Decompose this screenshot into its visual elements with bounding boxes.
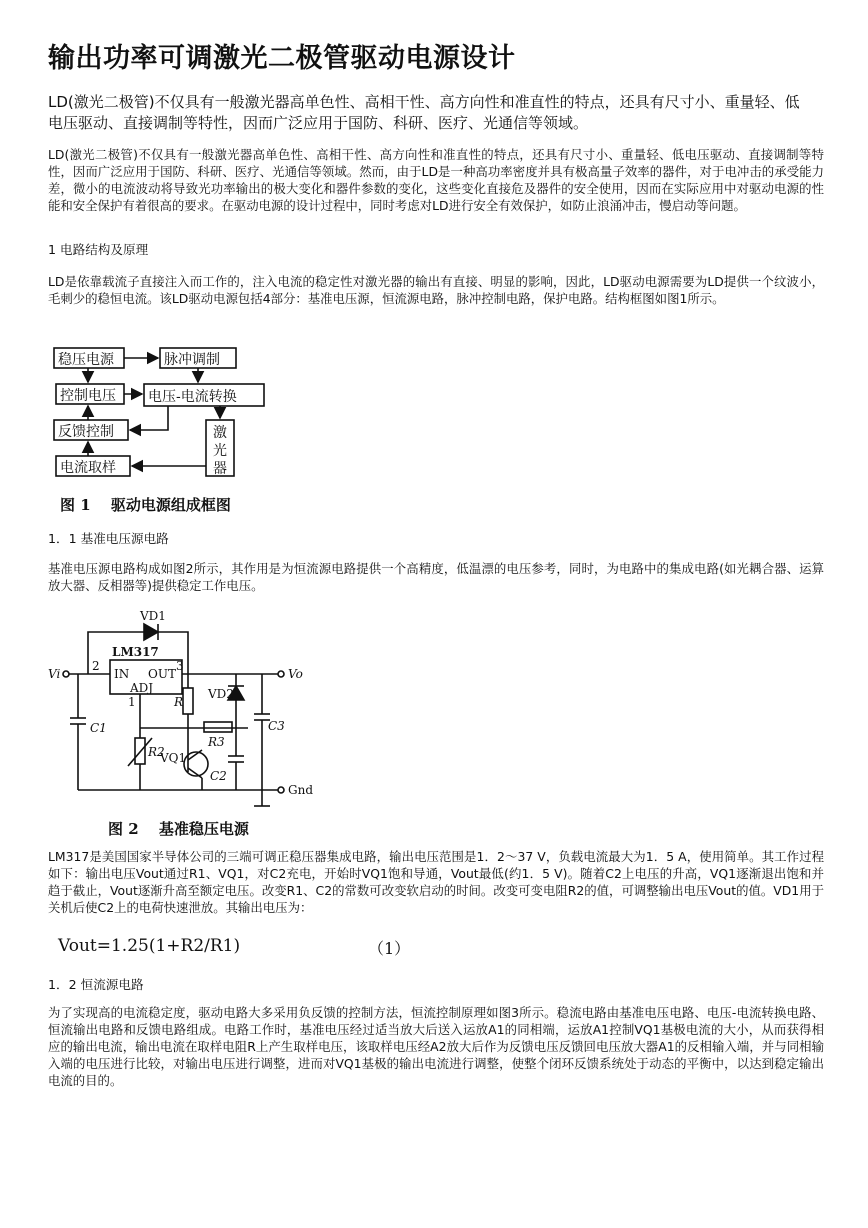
label-vo: Vo (288, 667, 303, 681)
block-current-sampling-label: 电流取样 (60, 460, 116, 476)
label-r3: R3 (208, 735, 225, 749)
figure-1-caption: 图 1 驱动电源组成框图 (60, 496, 231, 514)
label-pin3: 3 (176, 659, 184, 673)
label-c1: C1 (90, 721, 107, 735)
gnd-terminal (278, 787, 284, 793)
block-pulse-modulation-label: 脉冲调制 (164, 352, 220, 368)
resistor-r3 (204, 722, 232, 732)
label-in: IN (114, 667, 130, 681)
block-laser-label-2: 光 (213, 443, 227, 459)
label-r2: R2 (148, 745, 165, 759)
vi-terminal (63, 671, 69, 677)
block-laser-label-1: 激 (213, 425, 227, 441)
block-v-i-converter-label: 电压-电流转换 (148, 389, 237, 405)
resistor-r (183, 688, 193, 714)
block-control-voltage-label: 控制电压 (60, 388, 116, 404)
body-paragraph-1: LD(激光二极管)不仅具有一般激光器高单色性、高相干性、高方向性和准直性的特点，还具有尺寸小、重量轻、低电压驱动、直接调制等特性，因而广泛应用于国防、科研、医疗、光通信等领域。然而，由于LD是一种高功率密度并具有极高量子效率的器件，对于电冲击的承受能力差，微小的电流波动将导致光功率输出的极大变化和器件参数的变化，这些变化直接危及器件的安全使用，因而在实际应用中对驱动电源的性能和安全保护有着很高的要求。在驱动电源的设计过程中，同时考虑对LD进行安全有效保护，如防止浪涌冲击，慢启动等问题。 (48, 147, 824, 213)
label-out: OUT (148, 667, 176, 681)
section-heading-1: 1 电路结构及原理 (48, 242, 149, 257)
label-gnd: Gnd (288, 783, 313, 797)
label-pin2: 2 (92, 659, 100, 673)
block-laser-label-3: 器 (213, 461, 227, 477)
figure-1-block-diagram (48, 336, 278, 484)
block-ref-voltage-label: 稳压电源 (58, 352, 114, 368)
vo-terminal (278, 671, 284, 677)
article-title: 输出功率可调激光二极管驱动电源设计 (48, 43, 516, 74)
label-lm317: LM317 (112, 645, 159, 659)
label-vi: Vi (48, 667, 61, 681)
section-heading-1-2: 1．2 恒流源电路 (48, 977, 144, 992)
equation-1-number: （1） (368, 939, 411, 958)
figure-2-schematic (48, 606, 328, 816)
equation-1: Vout=1.25(1+R2/R1) (58, 936, 241, 956)
body-paragraph-2: LD是依靠载流子直接注入而工作的，注入电流的稳定性对激光器的输出有直接、明显的影响，因此，LD驱动电源需要为LD提供一个纹波小，毛刺少的稳恒电流。该LD驱动电源包括4部分：基准电压源，恒流源电路，脉冲控制电路，保护电路。结构框图如图1所示。 (48, 274, 824, 306)
body-paragraph-5: 为了实现高的电流稳定度，驱动电路大多采用负反馈的控制方法，恒流控制原理如图3所示。稳流电路由基准电压电路、电压-电流转换电路、恒流输出电路和反馈电路组成。电路工作时，基准电压经过适当放大后送入运放A1的同相端，运放A1控制VQ1基极电流的大小，从而获得相应的输出电流，输出电流在取样电阻R上产生取样电压，该取样电压经A2放大后作为反馈电压反馈回电压放大器A1的反相输入端，并与同相输入端的电压进行比较，对输出电压进行调整，进而对VQ1基极的输出电流进行调整，使整个闭环反馈系统处于动态的平衡中，以达到稳定输出电流的目的。 (48, 1005, 824, 1088)
lead-paragraph: LD(激光二极管)不仅具有一般激光器高单色性、高相干性、高方向性和准直性的特点，还具有尺寸小、重量轻、低电压驱动、直接调制等特性，因而广泛应用于国防、科研、医疗、光通信等领域。 (48, 93, 800, 132)
label-pin1: 1 (128, 695, 136, 709)
label-c2: C2 (210, 769, 227, 783)
body-paragraph-3: 基准电压源电路构成如图2所示，其作用是为恒流源电路提供一个高精度，低温漂的电压参考，同时，为电路中的集成电路(如光耦合器、运算放大器、反相器等)提供稳定工作电压。 (48, 561, 824, 593)
label-adj: ADJ (130, 681, 154, 695)
label-vd2: VD2 (208, 687, 234, 701)
body-paragraph-4: LM317是美国国家半导体公司的三端可调正稳压器集成电路，输出电压范围是1．2～37 V，负载电流最大为1．5 A，使用简单。其工作过程如下：输出电压Vout通过R1、VQ1，对C2充电，开始时VQ1饱和导通，Vout最低(约1．5 V)。随着C2上电压的升高，VQ1逐渐退出饱和并趋于截止，Vout逐渐升高至额定电压。改变R1、C2的常数可改变软启动的时间。改变可变电阻R2的值，可调整输出电压Vout的值。VD1用于关机后使C2上的电荷快速泄放。其输出电压为： (48, 849, 824, 915)
label-vq1: VQ1 (160, 751, 187, 765)
block-feedback-control-label: 反馈控制 (58, 424, 114, 440)
figure-2-caption: 图 2 基准稳压电源 (108, 820, 249, 838)
label-r: R (174, 695, 184, 709)
label-c3: C3 (268, 719, 285, 733)
section-heading-1-1: 1．1 基准电压源电路 (48, 531, 169, 546)
label-vd1: VD1 (140, 609, 166, 623)
